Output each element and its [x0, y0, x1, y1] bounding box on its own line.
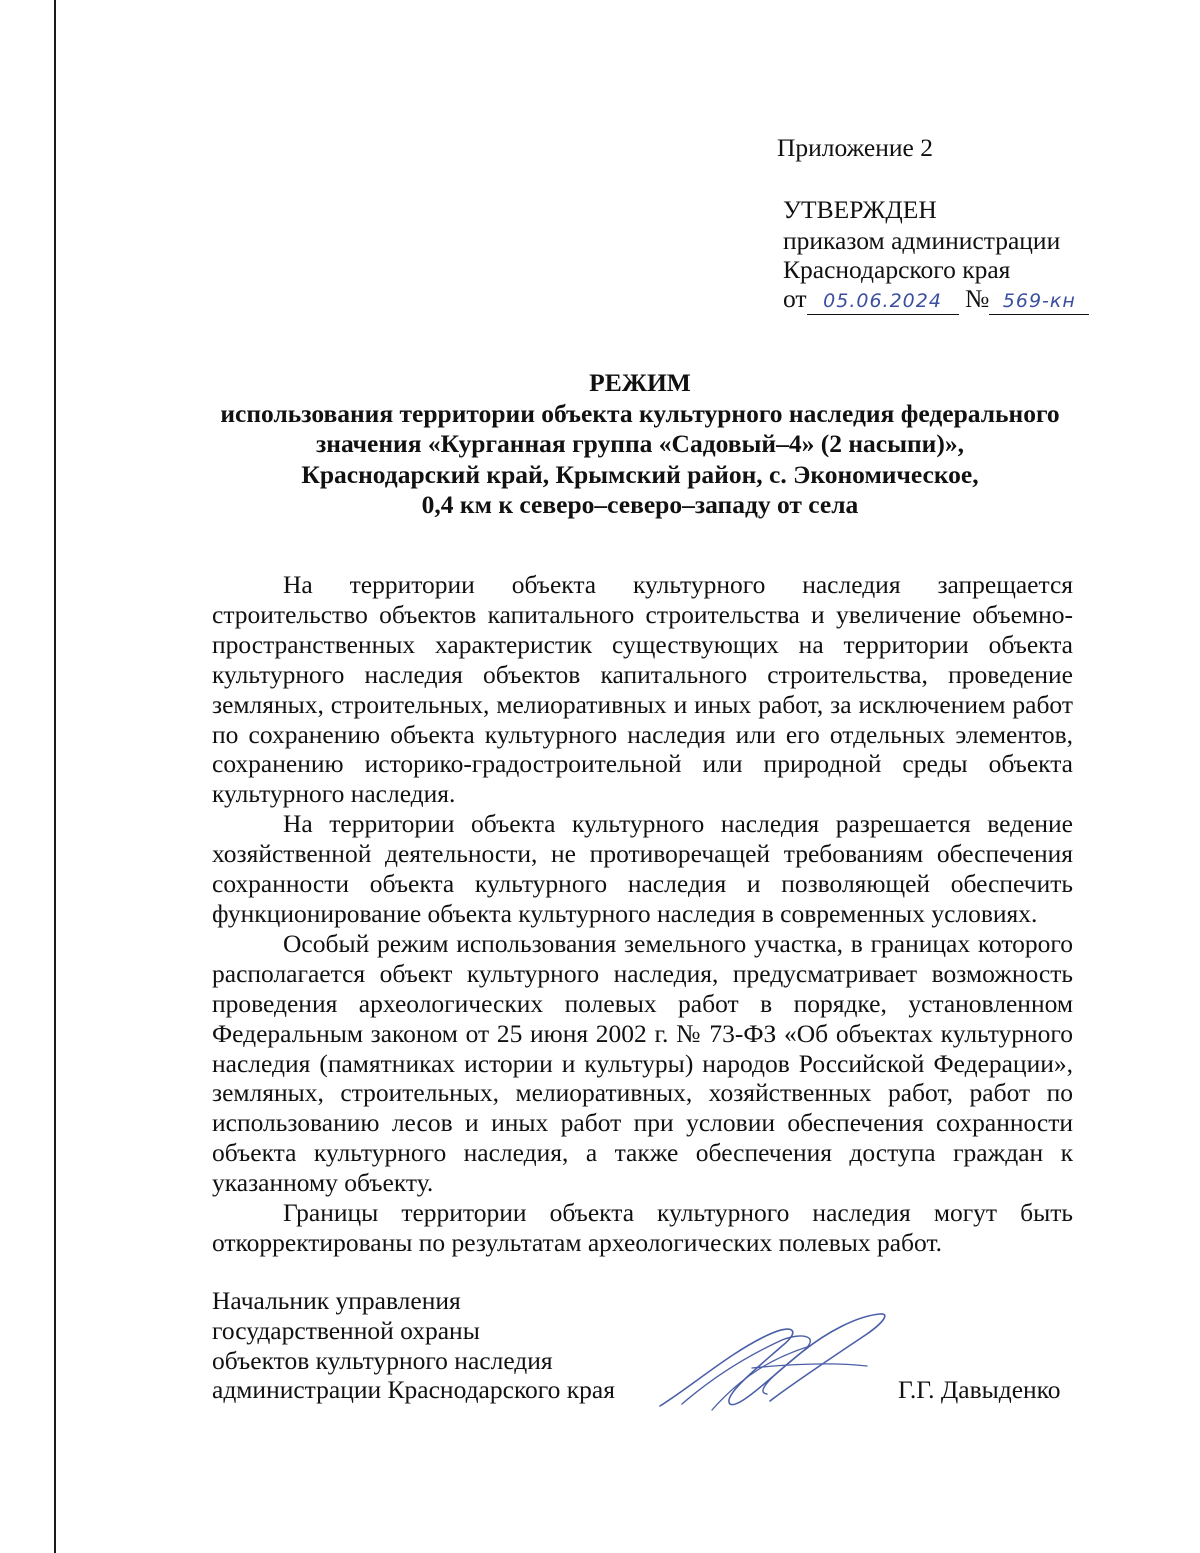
- body-paragraph: Особый режим использования земельного участка, в границах которого располагается объект культурного наследия, предусматривает возможность проведения археологических полевых работ в порядке, установленном Федеральным законом от 25 июня 2002 г. № 73-ФЗ «Об объектах культурного наследия (памятниках истории и культуры) народов Российской Федерации», земляных, строительных, мелиоративных, хозяйственных работ, работ по использованию лесов и иных работ при условии обеспечения сохранности объекта культурного наследия, а также обеспечения доступа граждан к указанному объекту.: [212, 928, 1073, 1198]
- approved-heading: УТВЕРЖДЕН: [783, 195, 937, 224]
- date-prefix: от: [783, 284, 807, 313]
- title-line: 0,4 км к северо–северо–западу от села: [421, 490, 859, 519]
- signature-stroke: [712, 1346, 867, 1410]
- handwritten-order-number: 569-кн: [989, 288, 1089, 315]
- signer-position-line: объектов культурного наследия: [212, 1345, 553, 1375]
- handwritten-order-date: 05.06.2024: [807, 288, 959, 315]
- document-title-block: [160, 368, 1120, 521]
- approved-region: Краснодарского края: [783, 255, 1011, 284]
- title-line: значения «Курганная группа «Садовый–4» (2 насыпи)»,: [316, 429, 964, 458]
- document-title: РЕЖИМ: [589, 368, 691, 397]
- body-paragraph: Границы территории объекта культурного наследия могут быть откорректированы по результатам археологических полевых работ.: [212, 1198, 1073, 1257]
- order-date-number-line: [783, 284, 1089, 315]
- document-body: [212, 570, 1073, 1258]
- signer-name: Г.Г. Давыденко: [898, 1375, 1061, 1404]
- signer-position-line: администрации Краснодарского края: [212, 1375, 615, 1405]
- title-line: использования территории объекта культурного наследия федерального: [220, 398, 1060, 428]
- appendix-label: Приложение 2: [777, 133, 933, 162]
- signature-block: [212, 1286, 1092, 1426]
- signer-position-line: государственной охраны: [212, 1315, 480, 1345]
- signature-stroke: [660, 1314, 885, 1406]
- title-line: Краснодарский край, Крымский район, с. Экономическое,: [301, 459, 979, 489]
- signer-position-line: Начальник управления: [212, 1286, 461, 1315]
- body-paragraph: На территории объекта культурного наследия запрещается строительство объектов капитального строительства и увеличение объемно-пространственных характеристик существующих на территории объекта культурного наследия объектов капитального строительства, проведение земляных, строительных, мелиоративных и иных работ, за исключением работ по сохранению объекта культурного наследия или его отдельных элементов, сохранению историко-градостроительной или природной среды объекта культурного наследия.: [212, 570, 1073, 809]
- number-sign: №: [964, 284, 990, 313]
- approval-stamp-block: [0, 0, 1200, 330]
- approved-by-order: приказом администрации: [783, 226, 1061, 255]
- body-paragraph: На территории объекта культурного наследия разрешается ведение хозяйственной деятельности, не противоречащей требованиям обеспечения сохранности объекта культурного наследия и позволяющей обеспечить функционирование объекта культурного наследия в современных условиях.: [212, 809, 1073, 928]
- handwritten-signature: [652, 1306, 892, 1421]
